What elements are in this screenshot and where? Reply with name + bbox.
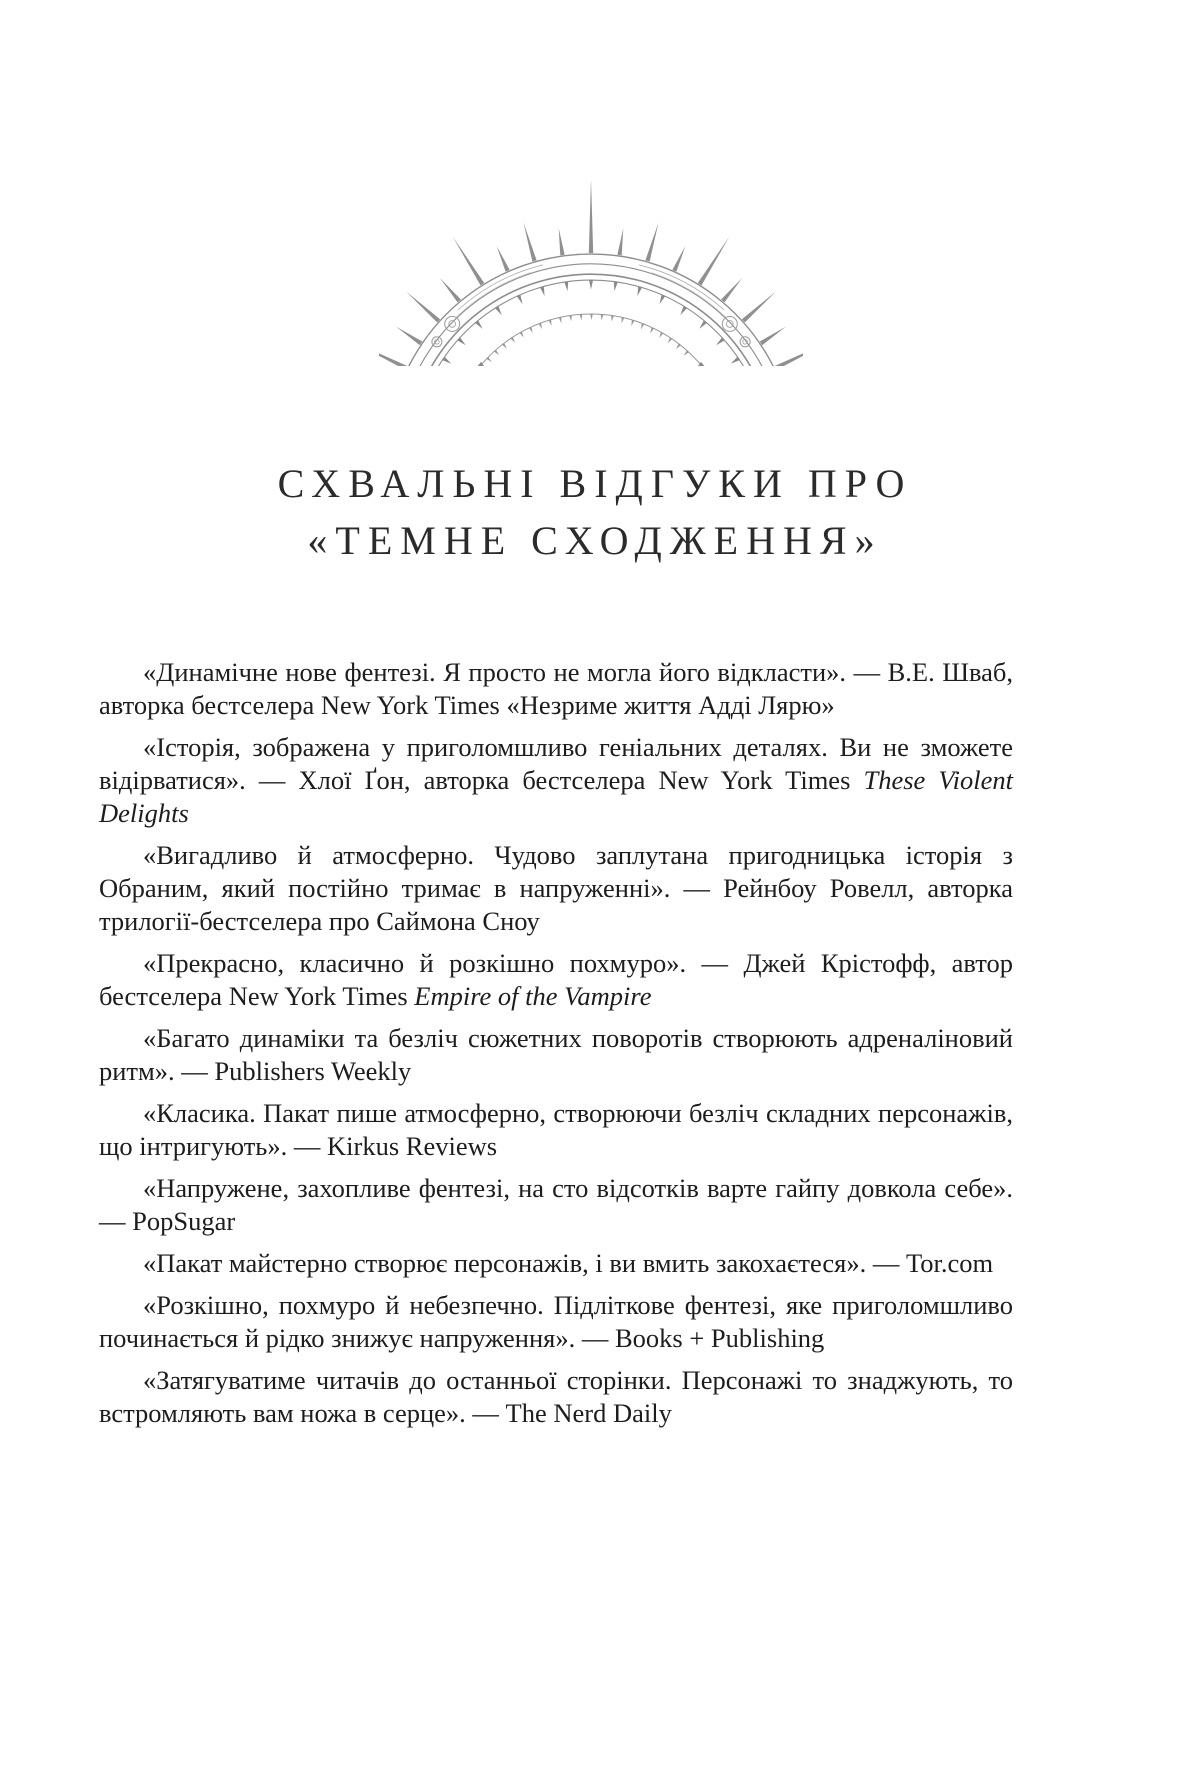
reviews-section [99, 656, 1013, 1430]
page-title [0, 455, 1182, 569]
review-quote [99, 1022, 1013, 1088]
review-book-title: These Violent Delights [99, 765, 1013, 828]
review-quote [99, 1172, 1013, 1238]
half-sun-engraving-icon [379, 170, 803, 366]
review-text: «Пакат майстерно створює персонажів, і ви вмить закохаєтеся». — Tor.com [143, 1248, 994, 1278]
review-text: «Розкішно, похмуро й небезпечно. Підліткове фентезі, яке приголомшливо починається й рідко знижує напруження». — Books + Publishing [99, 1290, 1013, 1353]
review-book-title: Empire of the Vampire [414, 981, 652, 1011]
review-quote [99, 1364, 1013, 1430]
review-quote [99, 1097, 1013, 1163]
review-quote [99, 731, 1013, 830]
review-text: «Затягуватиме читачів до останньої сторінки. Персонажі то знаджують, то встромляють вам ножа в серце». — The Nerd Daily [99, 1365, 1013, 1428]
review-text: «Динамічне нове фентезі. Я просто не могла його відкласти». — В.Е. Шваб, авторка бестселера New York Times «Незриме життя Адді Лярю» [99, 657, 1013, 720]
review-quote [99, 839, 1013, 938]
review-text: «Напружене, захопливе фентезі, на сто відсотків варте гайпу довкола себе». — PopSugar [99, 1173, 1013, 1236]
review-text: «Класика. Пакат пише атмосферно, створюючи безліч складних персонажів, що інтригують». — Kirkus Reviews [99, 1098, 1013, 1161]
review-quote [99, 656, 1013, 722]
review-quote [99, 947, 1013, 1013]
review-quote [99, 1289, 1013, 1355]
page-title-line1: СХВАЛЬНІ ВІДГУКИ ПРО [277, 461, 913, 506]
review-text: «Вигадливо й атмосферно. Чудово заплутана пригодницька історія з Обраним, який постійно тримає в напруженні». — Рейнбоу Ровелл, авторка трилогії-бестселера про Саймона Сноу [99, 840, 1013, 936]
sun-crown-ornament [379, 170, 803, 366]
review-quote [99, 1247, 1013, 1280]
review-text: «Історія, зображена у приголомшливо геніальних деталях. Ви не зможете відірватися». — Хлої Ґон, авторка бестселера New York Times [99, 732, 1013, 795]
page-title-line2: «ТЕМНЕ СХОДЖЕННЯ» [307, 518, 883, 563]
review-text: «Прекрасно, класично й розкішно похмуро». — Джей Крістофф, автор бестселера New York Times [99, 948, 1013, 1011]
review-text: «Багато динаміки та безліч сюжетних поворотів створюють адреналіновий ритм». — Publishers Weekly [99, 1023, 1013, 1086]
